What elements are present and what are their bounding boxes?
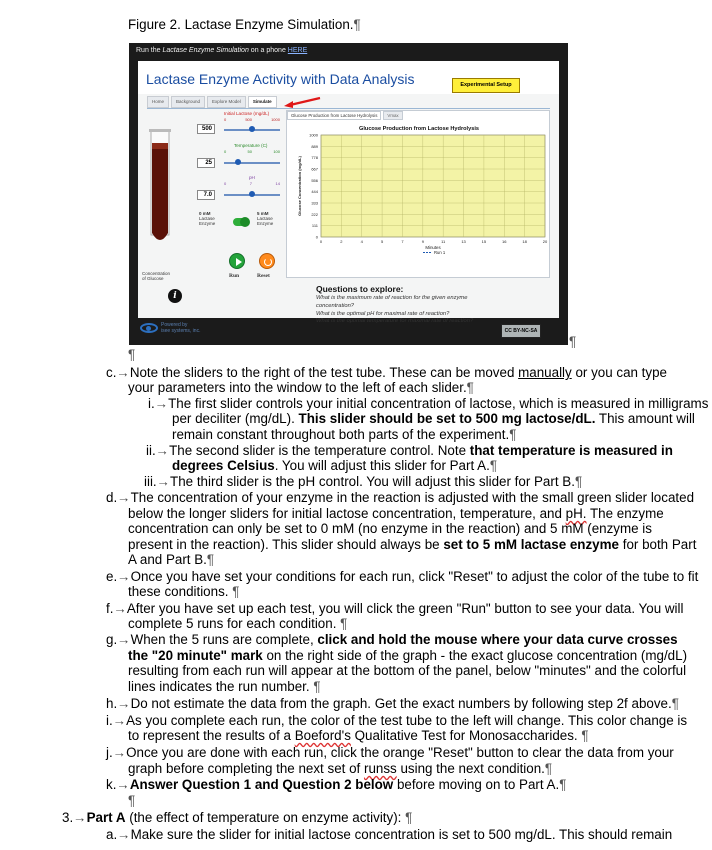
tab-background[interactable]: Background bbox=[171, 96, 205, 108]
reset-label: Reset bbox=[257, 273, 270, 279]
item-f-text: After you have set up each test, you will click the green "Run" button to see your data. You will bbox=[126, 601, 684, 616]
item-c-i-text2c: This amount will bbox=[595, 411, 695, 426]
lactose-tick-max: 1000 bbox=[271, 117, 280, 122]
item-c-text: Note the sliders to the right of the test tube. These can be moved bbox=[129, 365, 519, 380]
enzyme-right-label bbox=[257, 211, 273, 226]
item-d-text4a: present in the reaction). This slider should always be bbox=[128, 537, 444, 552]
item-c-ii-bold: that temperature is measured in bbox=[469, 443, 673, 458]
part-a-heading: 3.→Part A (the effect of temperature on enzyme activity): ¶ bbox=[62, 810, 413, 825]
chart-tab-vmax[interactable]: Vmax bbox=[383, 111, 402, 120]
item-i-text2b: Qualitative Test for Monosaccharides. bbox=[350, 728, 582, 743]
item-c-iii-marker: iii. bbox=[144, 474, 157, 489]
topbar-italic: Lactase Enzyme Simulation bbox=[162, 47, 249, 54]
part-a-bold: Part A bbox=[86, 810, 126, 825]
item-c-ii-marker: ii. bbox=[146, 443, 156, 458]
item-c-i-text3: remain constant throughout both parts of the experiment. bbox=[172, 427, 510, 442]
powered-by-line1: Powered by bbox=[161, 322, 188, 328]
topbar-prefix: Run the bbox=[136, 47, 163, 54]
item-e-line1: e.→Once you have set your conditions for each run, click "Reset" to adjust the color of the tube to fit bbox=[106, 569, 699, 584]
concentration-of-glucose-label bbox=[142, 271, 192, 281]
item-h-line1: h.→Do not estimate the data from the graph. Get the exact numbers by following step 2f above.¶ bbox=[106, 696, 679, 711]
lactose-slider-label: Initial Lactose (mg/dL) bbox=[224, 111, 270, 116]
item-d-marker: d. bbox=[106, 490, 118, 505]
item-c-i-line3: remain constant throughout both parts of the experiment.¶ bbox=[172, 427, 517, 442]
y-tick-label: 333 bbox=[311, 200, 318, 206]
lactose-slider-knob[interactable] bbox=[249, 126, 255, 132]
test-tube-icon bbox=[148, 129, 172, 249]
temperature-slider-label: Temperature (C) bbox=[234, 143, 268, 148]
powered-by-line2: isee systems, inc. bbox=[161, 328, 201, 334]
simulation-image bbox=[129, 43, 568, 345]
item-j-line1: j.→Once you are done with each run, click the orange "Reset" button to clear the data from your bbox=[106, 745, 674, 760]
experimental-setup-button[interactable]: Experimental Setup bbox=[452, 78, 520, 93]
item-c-ii-bold2: degrees Celsius bbox=[172, 458, 275, 473]
sim-tabs bbox=[147, 96, 277, 108]
enzyme-left-line3: Enzyme bbox=[199, 221, 216, 226]
item-i-text2a: to represent the results of a bbox=[128, 728, 295, 743]
item-k-bold: Answer Question 1 and Question 2 below bbox=[129, 777, 394, 792]
item-d-text4c: for both Part bbox=[619, 537, 697, 552]
questions-box bbox=[316, 284, 556, 326]
item-c-text-end: or you can type bbox=[571, 365, 667, 380]
enzyme-right-line2: Lactase bbox=[257, 216, 273, 221]
y-tick-label: 222 bbox=[311, 211, 318, 217]
y-tick-label: 0 bbox=[315, 234, 318, 240]
item-c-i-text2a: per deciliter (mg/dL). bbox=[172, 411, 299, 426]
question-line: What is the maximum rate of reaction for the given enzyme bbox=[316, 295, 468, 301]
chart-svg bbox=[287, 111, 551, 279]
conc-label-line2: of Glucose bbox=[142, 276, 164, 281]
item-k-line1: k.→Answer Question 1 and Question 2 below before moving on to Part A.¶ bbox=[106, 777, 567, 792]
isee-eye-icon bbox=[140, 323, 158, 333]
tab-home[interactable]: Home bbox=[147, 96, 169, 108]
item-g-bold: click and hold the mouse where your data curve crosses bbox=[317, 632, 678, 647]
item-c-line2: your parameters into the window to the left of each slider.¶ bbox=[128, 380, 474, 395]
item-c-line1: c.→Note the sliders to the right of the test tube. These can be moved manually or you can type bbox=[106, 365, 667, 380]
item-c-ii-text2: . You will adjust this slider for Part A. bbox=[274, 458, 490, 473]
item-c-i-line1: i.→The first slider controls your initial concentration of lactose, which is measured in milligrams bbox=[148, 396, 709, 411]
enzyme-toggle[interactable] bbox=[233, 218, 249, 226]
tab-simulate[interactable]: Simulate bbox=[248, 96, 277, 108]
item-g-text2: on the right side of the graph - the exact glucose concentration (mg/dL) bbox=[262, 648, 688, 663]
temp-tick-min: 0 bbox=[224, 149, 227, 154]
enzyme-left-line2: Lactase bbox=[199, 216, 215, 221]
chart-title: Glucose Production from Lactose Hydrolysis bbox=[359, 126, 479, 132]
item-f-marker: f. bbox=[106, 601, 114, 616]
ph-slider-label: pH bbox=[249, 175, 255, 180]
sim-run-on-phone-bar bbox=[129, 43, 568, 60]
item-g-marker: g. bbox=[106, 632, 118, 647]
item-c-i-text: The first slider controls your initial concentration of lactose, which is measured in milligrams bbox=[168, 396, 709, 411]
item-d-line5: A and Part B.¶ bbox=[128, 552, 215, 567]
temperature-slider-track[interactable] bbox=[224, 162, 280, 164]
lactose-value-input[interactable]: 500 bbox=[197, 124, 215, 134]
blank-paragraph: ¶ bbox=[128, 347, 136, 362]
cc-license-badge[interactable]: CC BY-NC-SA bbox=[501, 324, 541, 338]
part-a-text: (the effect of temperature on enzyme activity): bbox=[125, 810, 406, 825]
item-c-text2: your parameters into the window to the left of each slider. bbox=[128, 380, 467, 395]
figure-caption bbox=[128, 17, 361, 32]
item-e-text2: these conditions. bbox=[128, 584, 233, 599]
part-a-item-a-text: Make sure the slider for initial lactose concentration is set to 500 mg/dL. This should remain bbox=[130, 827, 673, 842]
item-d-text5: A and Part B. bbox=[128, 552, 207, 567]
pilcrow-mark: ¶ bbox=[353, 17, 361, 32]
ph-ticks bbox=[224, 181, 280, 186]
item-c-marker: c. bbox=[106, 365, 117, 380]
red-arrow-icon bbox=[282, 95, 322, 109]
y-tick-label: 111 bbox=[311, 223, 318, 229]
powered-by-isee[interactable] bbox=[140, 322, 200, 334]
y-tick-label: 1000 bbox=[309, 132, 318, 138]
item-d-line4 bbox=[128, 537, 696, 552]
conc-label-line1: Concentration bbox=[142, 271, 171, 276]
question-line: What is the optimal temperature for maximal rate of reaction? bbox=[316, 318, 474, 325]
x-tick-label: 7 bbox=[401, 239, 404, 244]
item-h-marker: h. bbox=[106, 696, 118, 711]
item-k-marker: k. bbox=[106, 777, 117, 792]
blank-paragraph: ¶ bbox=[128, 793, 136, 808]
x-tick-label: 11 bbox=[441, 239, 446, 244]
temp-tick-mid: 50 bbox=[247, 149, 252, 154]
info-icon[interactable]: i bbox=[168, 289, 182, 303]
temp-tick-max: 100 bbox=[273, 149, 280, 154]
chart-tab-glucose[interactable]: Glucose Production from Lactose Hydrolysis bbox=[287, 111, 381, 120]
y-tick-label: 778 bbox=[311, 155, 318, 161]
sim-header bbox=[138, 61, 559, 94]
item-i-marker: i. bbox=[106, 713, 113, 728]
lactose-tick-min: 0 bbox=[224, 117, 227, 122]
enzyme-left-label bbox=[199, 211, 215, 226]
item-j-line2: graph before completing the next set of runss using the next condition.¶ bbox=[128, 761, 553, 776]
questions-heading: Questions to explore: bbox=[316, 284, 404, 294]
item-j-text2a: graph before completing the next set of bbox=[128, 761, 364, 776]
item-i-line1: i.→As you complete each run, the color of the test tube to the left will change. This color change is bbox=[106, 713, 688, 728]
run-label: Run bbox=[229, 273, 240, 279]
y-tick-label: 556 bbox=[311, 177, 318, 183]
tab-underline bbox=[147, 108, 550, 109]
y-tick-label: 444 bbox=[311, 189, 318, 195]
item-c-i-line2 bbox=[172, 411, 695, 426]
run-button[interactable] bbox=[229, 253, 245, 269]
y-tick-label: 667 bbox=[311, 166, 318, 172]
item-j-text2b: using the next condition. bbox=[396, 761, 545, 776]
pilcrow-mark: ¶ bbox=[569, 334, 577, 349]
x-tick-label: 5 bbox=[380, 239, 384, 244]
x-tick-label: 16 bbox=[502, 239, 507, 244]
legend-label-run-1: Run 1 bbox=[434, 250, 446, 255]
x-tick-label: 2 bbox=[340, 239, 343, 244]
item-c-iii-text: The third slider is the pH control. You will adjust this slider for Part B. bbox=[170, 474, 575, 489]
ph-tick-max: 14 bbox=[275, 181, 280, 186]
y-tick-label: 889 bbox=[311, 143, 318, 149]
x-axis-label: Minutes bbox=[425, 245, 441, 250]
item-c-i-marker: i. bbox=[148, 396, 155, 411]
topbar-mid: on a phone bbox=[248, 47, 288, 54]
item-e-line2: these conditions. ¶ bbox=[128, 584, 240, 599]
enzyme-right-line3: Enzyme bbox=[257, 221, 274, 226]
item-c-iii-line1: iii.→The third slider is the pH control. You will adjust this slider for Part B.¶ bbox=[144, 474, 583, 489]
part3-marker: 3. bbox=[62, 810, 74, 825]
temperature-ticks bbox=[224, 149, 280, 154]
item-g-text3: resulting from each run will appear at the bottom of the panel, below "minutes" and the colorful bbox=[128, 663, 687, 678]
item-j-runss: runss bbox=[363, 761, 397, 776]
tab-explore-model[interactable]: Explore Model bbox=[207, 96, 246, 108]
item-g-text: When the 5 runs are complete, bbox=[130, 632, 318, 647]
item-i-boefords: Boeford's bbox=[294, 728, 351, 743]
ph-value-input[interactable]: 7.0 bbox=[197, 190, 215, 200]
part-a-item-a-line1: a.→Make sure the slider for initial lactose concentration is set to 500 mg/dL. This should remain bbox=[106, 827, 673, 842]
x-tick-label: 9 bbox=[421, 239, 424, 244]
x-tick-label: 15 bbox=[481, 239, 487, 244]
item-d-text2b: The enzyme bbox=[586, 506, 664, 521]
reset-button[interactable] bbox=[259, 253, 275, 269]
ph-slider-knob[interactable] bbox=[249, 191, 255, 197]
ph-tick-min: 0 bbox=[224, 181, 227, 186]
x-tick-label: 4 bbox=[360, 239, 363, 244]
item-e-marker: e. bbox=[106, 569, 118, 584]
item-d-line1: d.→The concentration of your enzyme in the reaction is adjusted with the small green slider located bbox=[106, 490, 695, 505]
item-j-marker: j. bbox=[106, 745, 113, 760]
item-d-line3 bbox=[128, 521, 652, 536]
item-k-text: before moving on to Part A. bbox=[393, 777, 560, 792]
item-g-text4: lines indicates the run number. bbox=[128, 679, 314, 694]
x-tick-label: 20 bbox=[542, 239, 548, 244]
ph-tick-mid: 7 bbox=[249, 181, 252, 186]
item-g-line1: g.→When the 5 runs are complete, click and hold the mouse where your data curve crosses bbox=[106, 632, 678, 647]
item-d-line2 bbox=[128, 506, 664, 521]
item-g-line2 bbox=[128, 648, 687, 663]
item-e-text: Once you have set your conditions for each run, click "Reset" to adjust the color of the tube to fit bbox=[130, 569, 699, 584]
enzyme-left-line1: 0 mM bbox=[199, 211, 211, 216]
item-c-ii-line2: degrees Celsius. You will adjust this slider for Part A.¶ bbox=[172, 458, 498, 473]
item-g-line3 bbox=[128, 663, 686, 678]
item-c-underlined: manually bbox=[518, 365, 572, 380]
chart-panel bbox=[286, 110, 550, 278]
y-axis-label: Glucose Concentration (mg/dL) bbox=[297, 156, 302, 216]
here-link[interactable]: HERE bbox=[287, 47, 308, 54]
item-f-text2: complete 5 runs for each condition. bbox=[128, 616, 341, 631]
item-d-bold: set to 5 mM lactase enzyme bbox=[443, 537, 619, 552]
plot-area bbox=[321, 135, 545, 237]
item-f-line1: f.→After you have set up each test, you will click the green "Run" button to see your data. You will bbox=[106, 601, 684, 616]
temperature-value-input[interactable]: 25 bbox=[197, 158, 215, 168]
item-f-line2: complete 5 runs for each condition. ¶ bbox=[128, 616, 348, 631]
question-line: What is the optimal pH for maximal rate of reaction? bbox=[316, 310, 450, 317]
item-c-ii-text: The second slider is the temperature control. Note bbox=[169, 443, 470, 458]
item-j-text: Once you are done with each run, click the orange "Reset" button to clear the data from your bbox=[126, 745, 674, 760]
item-i-line2: to represent the results of a Boeford's Qualitative Test for Monosaccharides. ¶ bbox=[128, 728, 589, 743]
x-tick-label: 18 bbox=[522, 239, 527, 244]
item-d-text3: concentration can only be set to 0 mM (no enzyme in the reaction) and 5 mM (enzyme is bbox=[128, 521, 652, 536]
part-a-item-a-marker: a. bbox=[106, 827, 118, 842]
figure-caption-text: Figure 2. Lactase Enzyme Simulation. bbox=[128, 17, 354, 32]
question-line: concentration? bbox=[316, 302, 355, 309]
sim-title: Lactase Enzyme Activity with Data Analysis bbox=[146, 71, 415, 87]
item-i-text: As you complete each run, the color of the test tube to the left will change. This color change is bbox=[126, 713, 688, 728]
enzyme-right-line1: 5 mM bbox=[257, 211, 269, 216]
temperature-slider-knob[interactable] bbox=[235, 159, 241, 165]
x-tick-label: 0 bbox=[319, 239, 323, 244]
item-h-text: Do not estimate the data from the graph. Get the exact numbers by following step 2f above. bbox=[130, 696, 672, 711]
item-d-text2a: below the longer sliders for initial lactose concentration, temperature, and bbox=[128, 506, 566, 521]
item-d-ph: pH. bbox=[565, 506, 587, 521]
lactose-ticks bbox=[224, 117, 280, 122]
lactose-tick-mid: 500 bbox=[245, 117, 252, 122]
item-c-ii-line1: ii.→The second slider is the temperature control. Note that temperature is measured in bbox=[146, 443, 673, 458]
powered-by-text bbox=[161, 322, 200, 334]
item-g-line4: lines indicates the run number. ¶ bbox=[128, 679, 321, 694]
item-d-text: The concentration of your enzyme in the reaction is adjusted with the small green slider located bbox=[130, 490, 695, 505]
x-tick-label: 13 bbox=[461, 239, 466, 244]
item-c-i-bold: This slider should be set to 500 mg lactose/dL. bbox=[298, 411, 596, 426]
item-g-bold2: the "20 minute" mark bbox=[128, 648, 263, 663]
